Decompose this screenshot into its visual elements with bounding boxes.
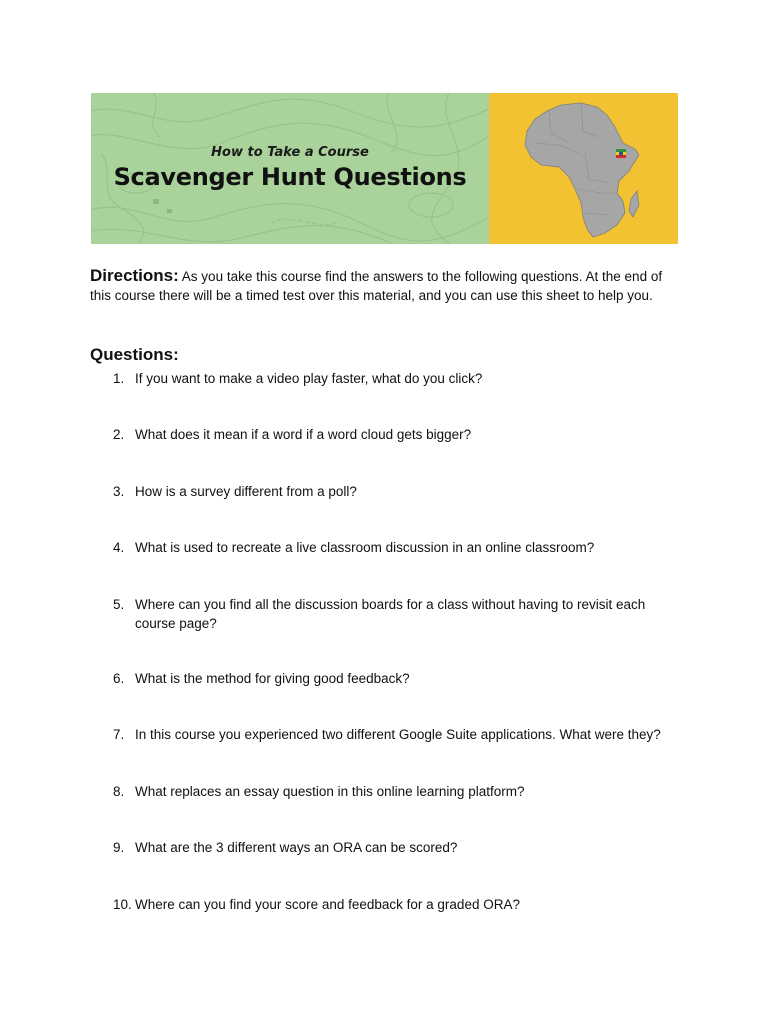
question-text: How is a survey different from a poll?	[135, 484, 357, 499]
question-item	[113, 482, 683, 501]
question-item	[113, 838, 683, 857]
question-item	[113, 725, 683, 744]
banner-title: Scavenger Hunt Questions	[113, 163, 467, 191]
africa-map-icon	[489, 93, 678, 244]
questions-heading: Questions:	[90, 345, 179, 364]
question-item	[113, 669, 683, 688]
question-number: 7.	[113, 727, 125, 742]
question-text: What is used to recreate a live classroom discussion in an online classroom?	[135, 540, 595, 555]
banner-map-panel	[489, 93, 678, 244]
question-text: What does it mean if a word if a word cloud gets bigger?	[135, 427, 472, 442]
question-text: In this course you experienced two different Google Suite applications. What were they?	[135, 727, 661, 742]
banner-topographic-panel	[91, 93, 489, 244]
question-text: Where can you find all the discussion boards for a class without having to revisit each course page?	[135, 597, 646, 631]
directions-text: As you take this course find the answers to the following questions. At the end of this course there will be a timed test over this material, and you can use this sheet to help you.	[90, 269, 663, 303]
question-number: 6.	[113, 671, 125, 686]
question-number: 4.	[113, 540, 125, 555]
question-item	[113, 895, 683, 914]
question-text: Where can you find your score and feedback for a graded ORA?	[135, 897, 520, 912]
question-number: 5.	[113, 597, 125, 612]
question-number: 10.	[113, 897, 132, 912]
question-number: 8.	[113, 784, 125, 799]
question-text: If you want to make a video play faster, what do you click?	[135, 371, 483, 386]
question-item	[113, 595, 683, 633]
question-item	[113, 538, 683, 557]
question-text: What replaces an essay question in this online learning platform?	[135, 784, 525, 799]
question-number: 1.	[113, 371, 125, 386]
directions-label: Directions:	[90, 266, 179, 285]
header-banner	[91, 93, 678, 244]
highlighted-country-marker	[616, 149, 626, 158]
question-number: 2.	[113, 427, 125, 442]
question-text: What are the 3 different ways an ORA can be scored?	[135, 840, 458, 855]
question-number: 9.	[113, 840, 125, 855]
banner-subtitle: How to Take a Course	[211, 145, 369, 160]
directions-paragraph	[90, 266, 680, 305]
question-item	[113, 782, 683, 801]
question-text: What is the method for giving good feedback?	[135, 671, 410, 686]
question-item	[113, 369, 683, 388]
question-item	[113, 425, 683, 444]
question-number: 3.	[113, 484, 125, 499]
